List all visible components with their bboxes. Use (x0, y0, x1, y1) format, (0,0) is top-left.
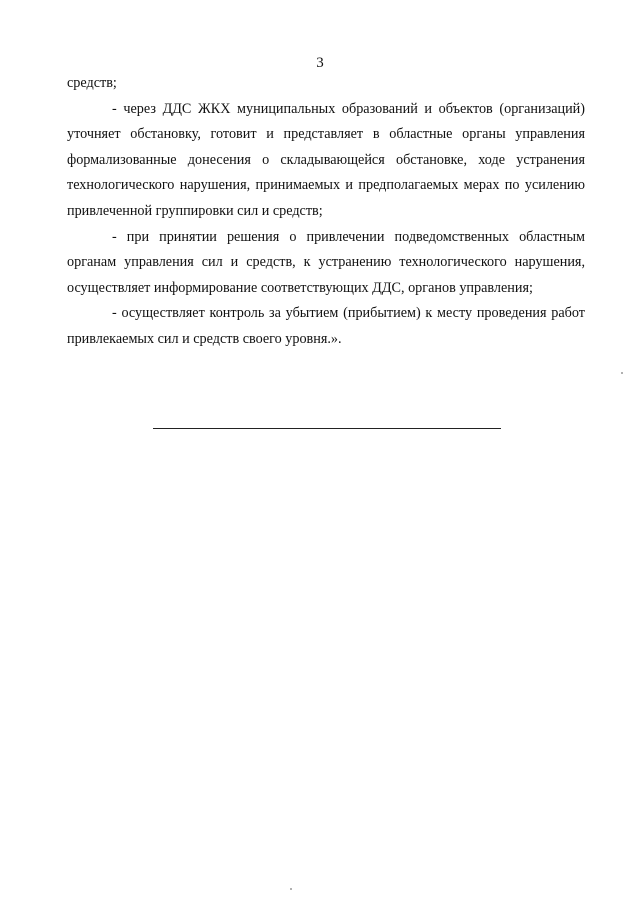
paragraph-continuation: средств; (67, 75, 117, 91)
end-separator-line (153, 428, 501, 429)
paragraph-control-forces: - осуществляет контроль за убытием (прибытием) к месту проведения работ привлекаемых сил и средств своего уровня.». (67, 305, 585, 347)
document-body (67, 71, 585, 353)
page-number: 3 (316, 55, 324, 71)
paragraph-dds-reporting: - через ДДС ЖКХ муниципальных образований и объектов (организаций) уточняет обстановку, готовит и представляет в областные органы управления формализованные донесения о складывающейся обстановке, ходе устранения технологического нарушения, принимаемых и предполагаемых мерах по усилению привлеченной группировки сил и средств; (67, 100, 585, 219)
scan-speck (621, 372, 623, 374)
paragraph-informing-decision: - при принятии решения о привлечении подведомственных областным органам управления сил и средств, к устранению технологического нарушения, осуществляет информирование соответствующих ДДС, органов управления; (67, 228, 585, 296)
scan-speck (290, 888, 292, 890)
